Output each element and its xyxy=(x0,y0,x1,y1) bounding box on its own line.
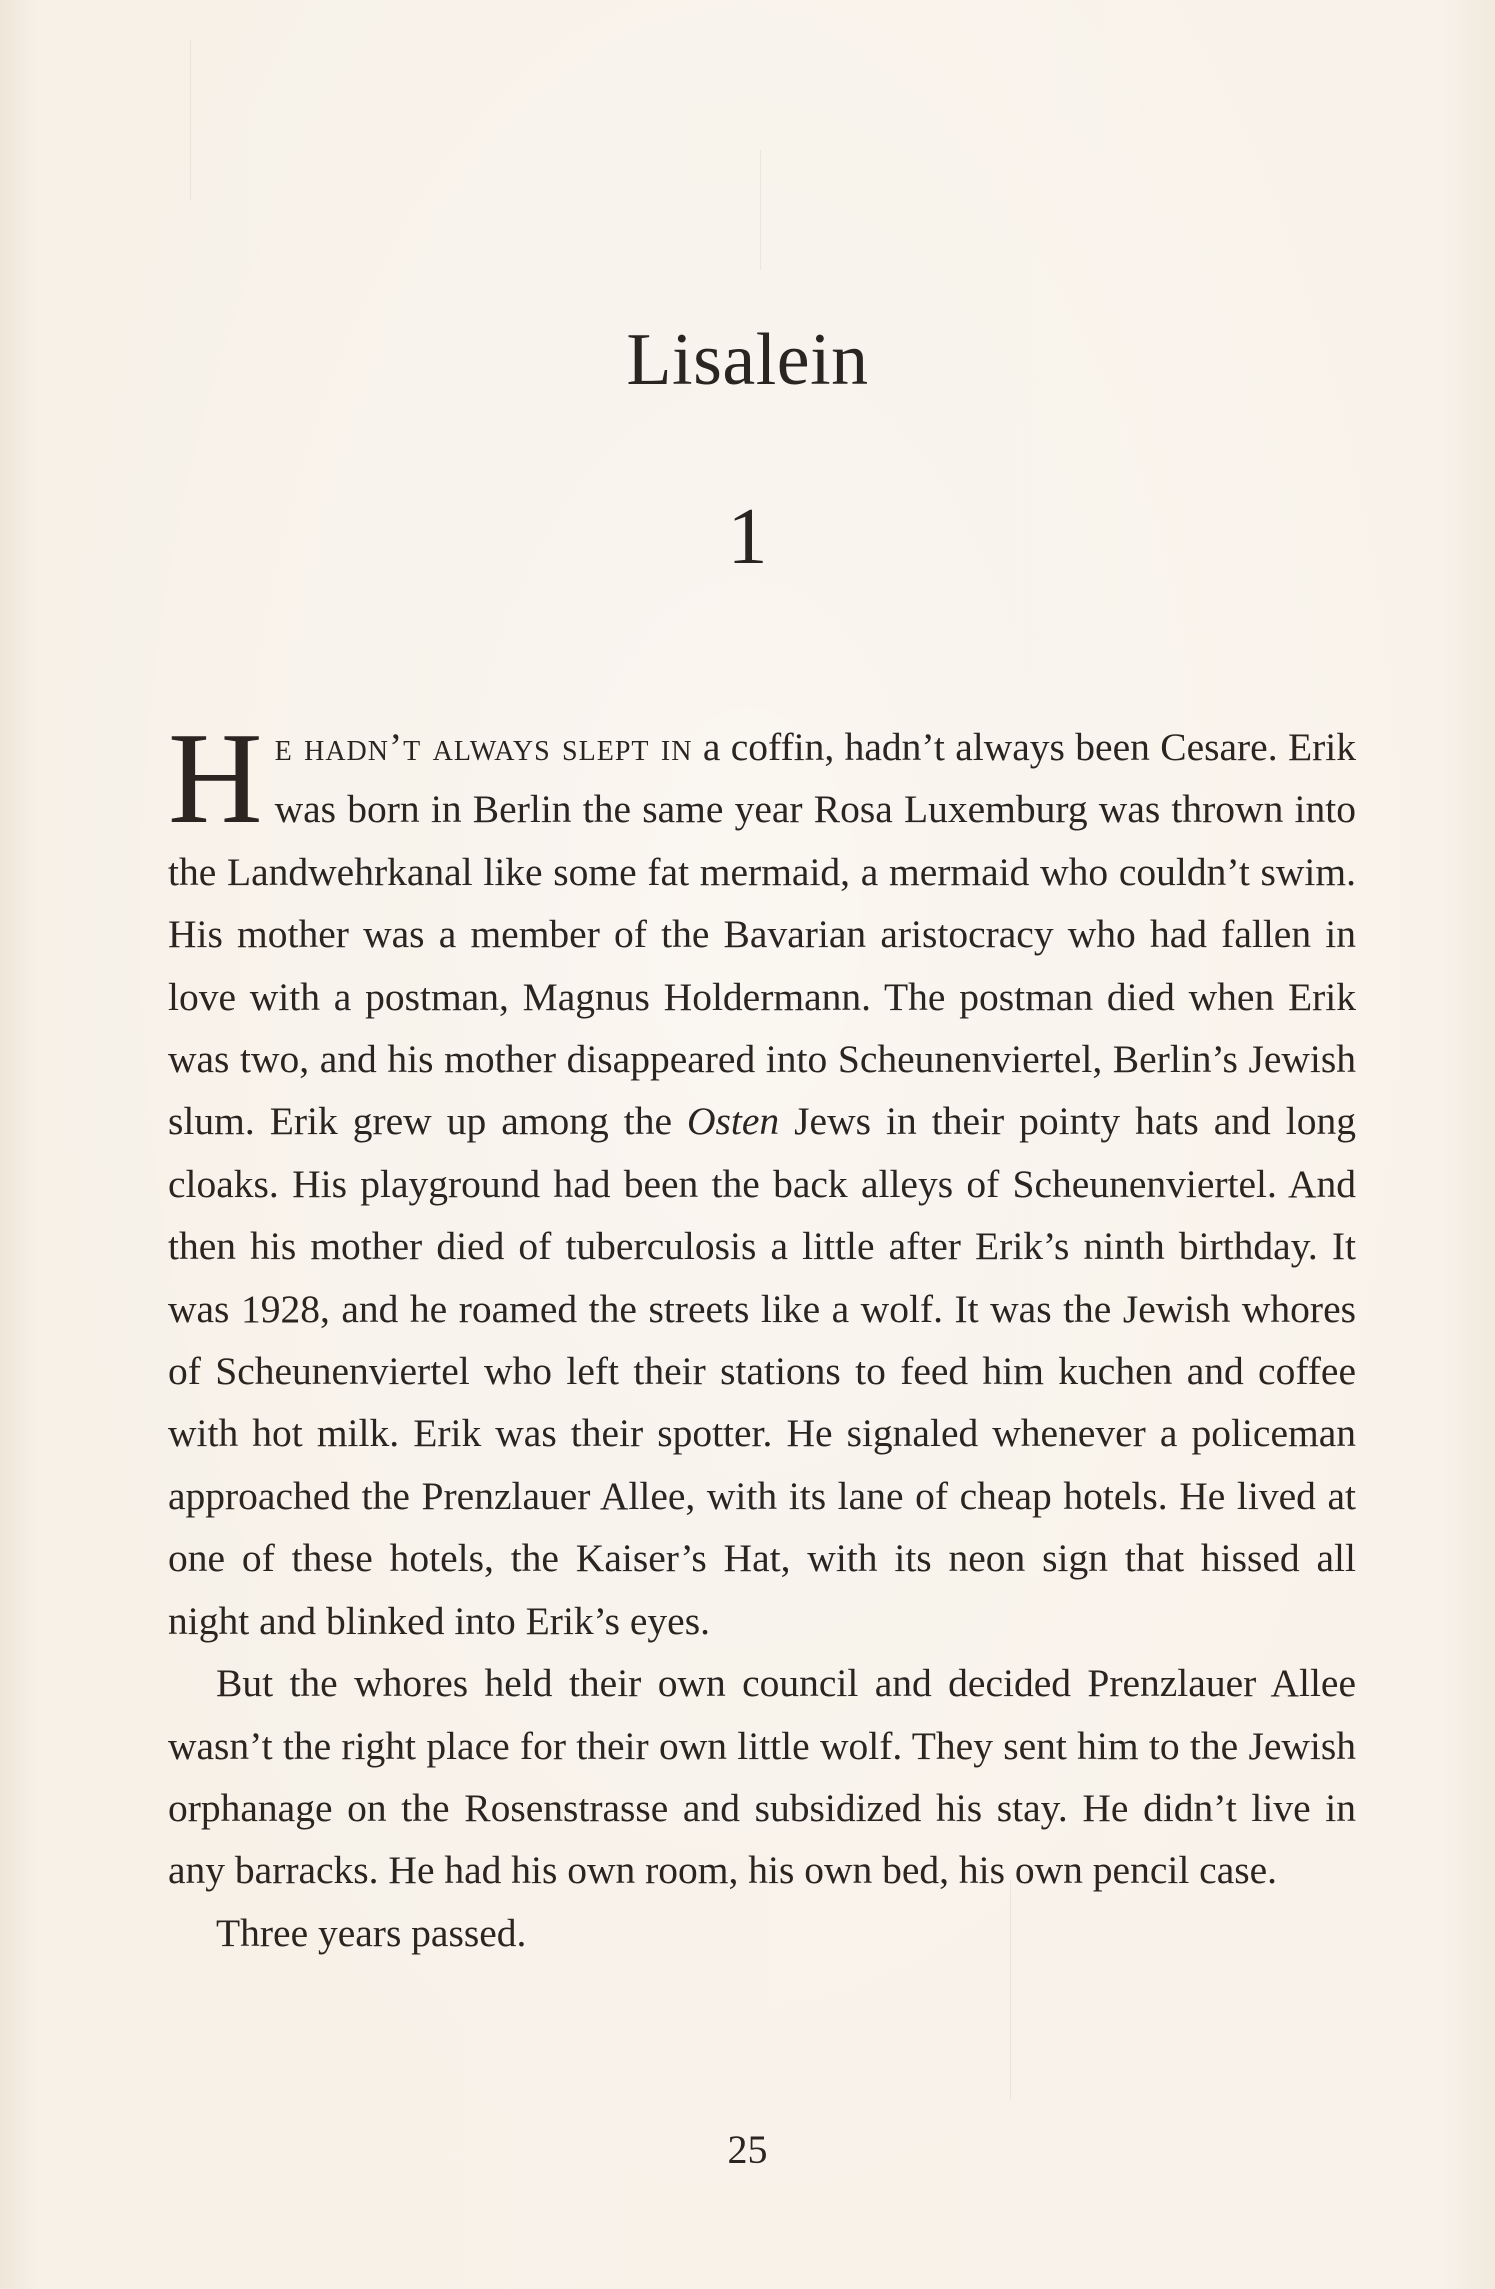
italic-word: Osten xyxy=(687,1099,780,1144)
body-text xyxy=(168,706,1356,1964)
chapter-number: 1 xyxy=(727,493,768,581)
show-through-mark xyxy=(190,40,191,200)
show-through-mark xyxy=(760,150,761,270)
lead-in-small-caps: e hadn’t always slept in xyxy=(274,725,693,769)
paragraph-1-text: a coffin, hadn’t always been Cesare. Erik was born in Berlin the same year Rosa Luxemburg was thrown into the Landwehrkanal like some fat mermaid, a mermaid who couldn’t swim. His mother was a member of the Bavarian aristocracy who had fallen in love with a postman, Magnus Holdermann. The postman died when Erik was two, and his mother disappeared into Scheunenviertel, Berlin’s Jewish slum. Erik grew up among the xyxy=(168,725,1356,1144)
paragraph-2: But the whores held their own council and decided Prenzlauer Allee wasn’t the right place for their own little wolf. They sent him to the Jewish orphanage on the Rosenstrasse and subsidized his stay. He didn’t live in any barracks. He had his own room, his own bed, his own pencil case. xyxy=(168,1661,1356,1893)
paragraph-3: Three years passed. xyxy=(216,1910,527,1955)
drop-cap: H xyxy=(168,706,263,851)
paragraph-1 xyxy=(168,706,1356,1652)
chapter-title: Lisalein xyxy=(626,319,869,401)
page-number: 25 xyxy=(727,2127,768,2172)
paragraph-1-text-continued: Jews in their pointy hats and long cloaks. His playground had been the back alleys of Scheunenviertel. And then his mother died of tuberculosis a little after Erik’s ninth birthday. It was 1928, and he roamed the streets like a wolf. It was the Jewish whores of Scheunenviertel who left their stations to feed him kuchen and coffee with hot milk. Erik was their spotter. He signaled whenever a policeman approached the Prenzlauer Allee, with its lane of cheap hotels. He lived at one of these hotels, the Kaiser’s Hat, with its neon sign that hissed all night and blinked into Erik’s eyes. xyxy=(168,1099,1356,1643)
